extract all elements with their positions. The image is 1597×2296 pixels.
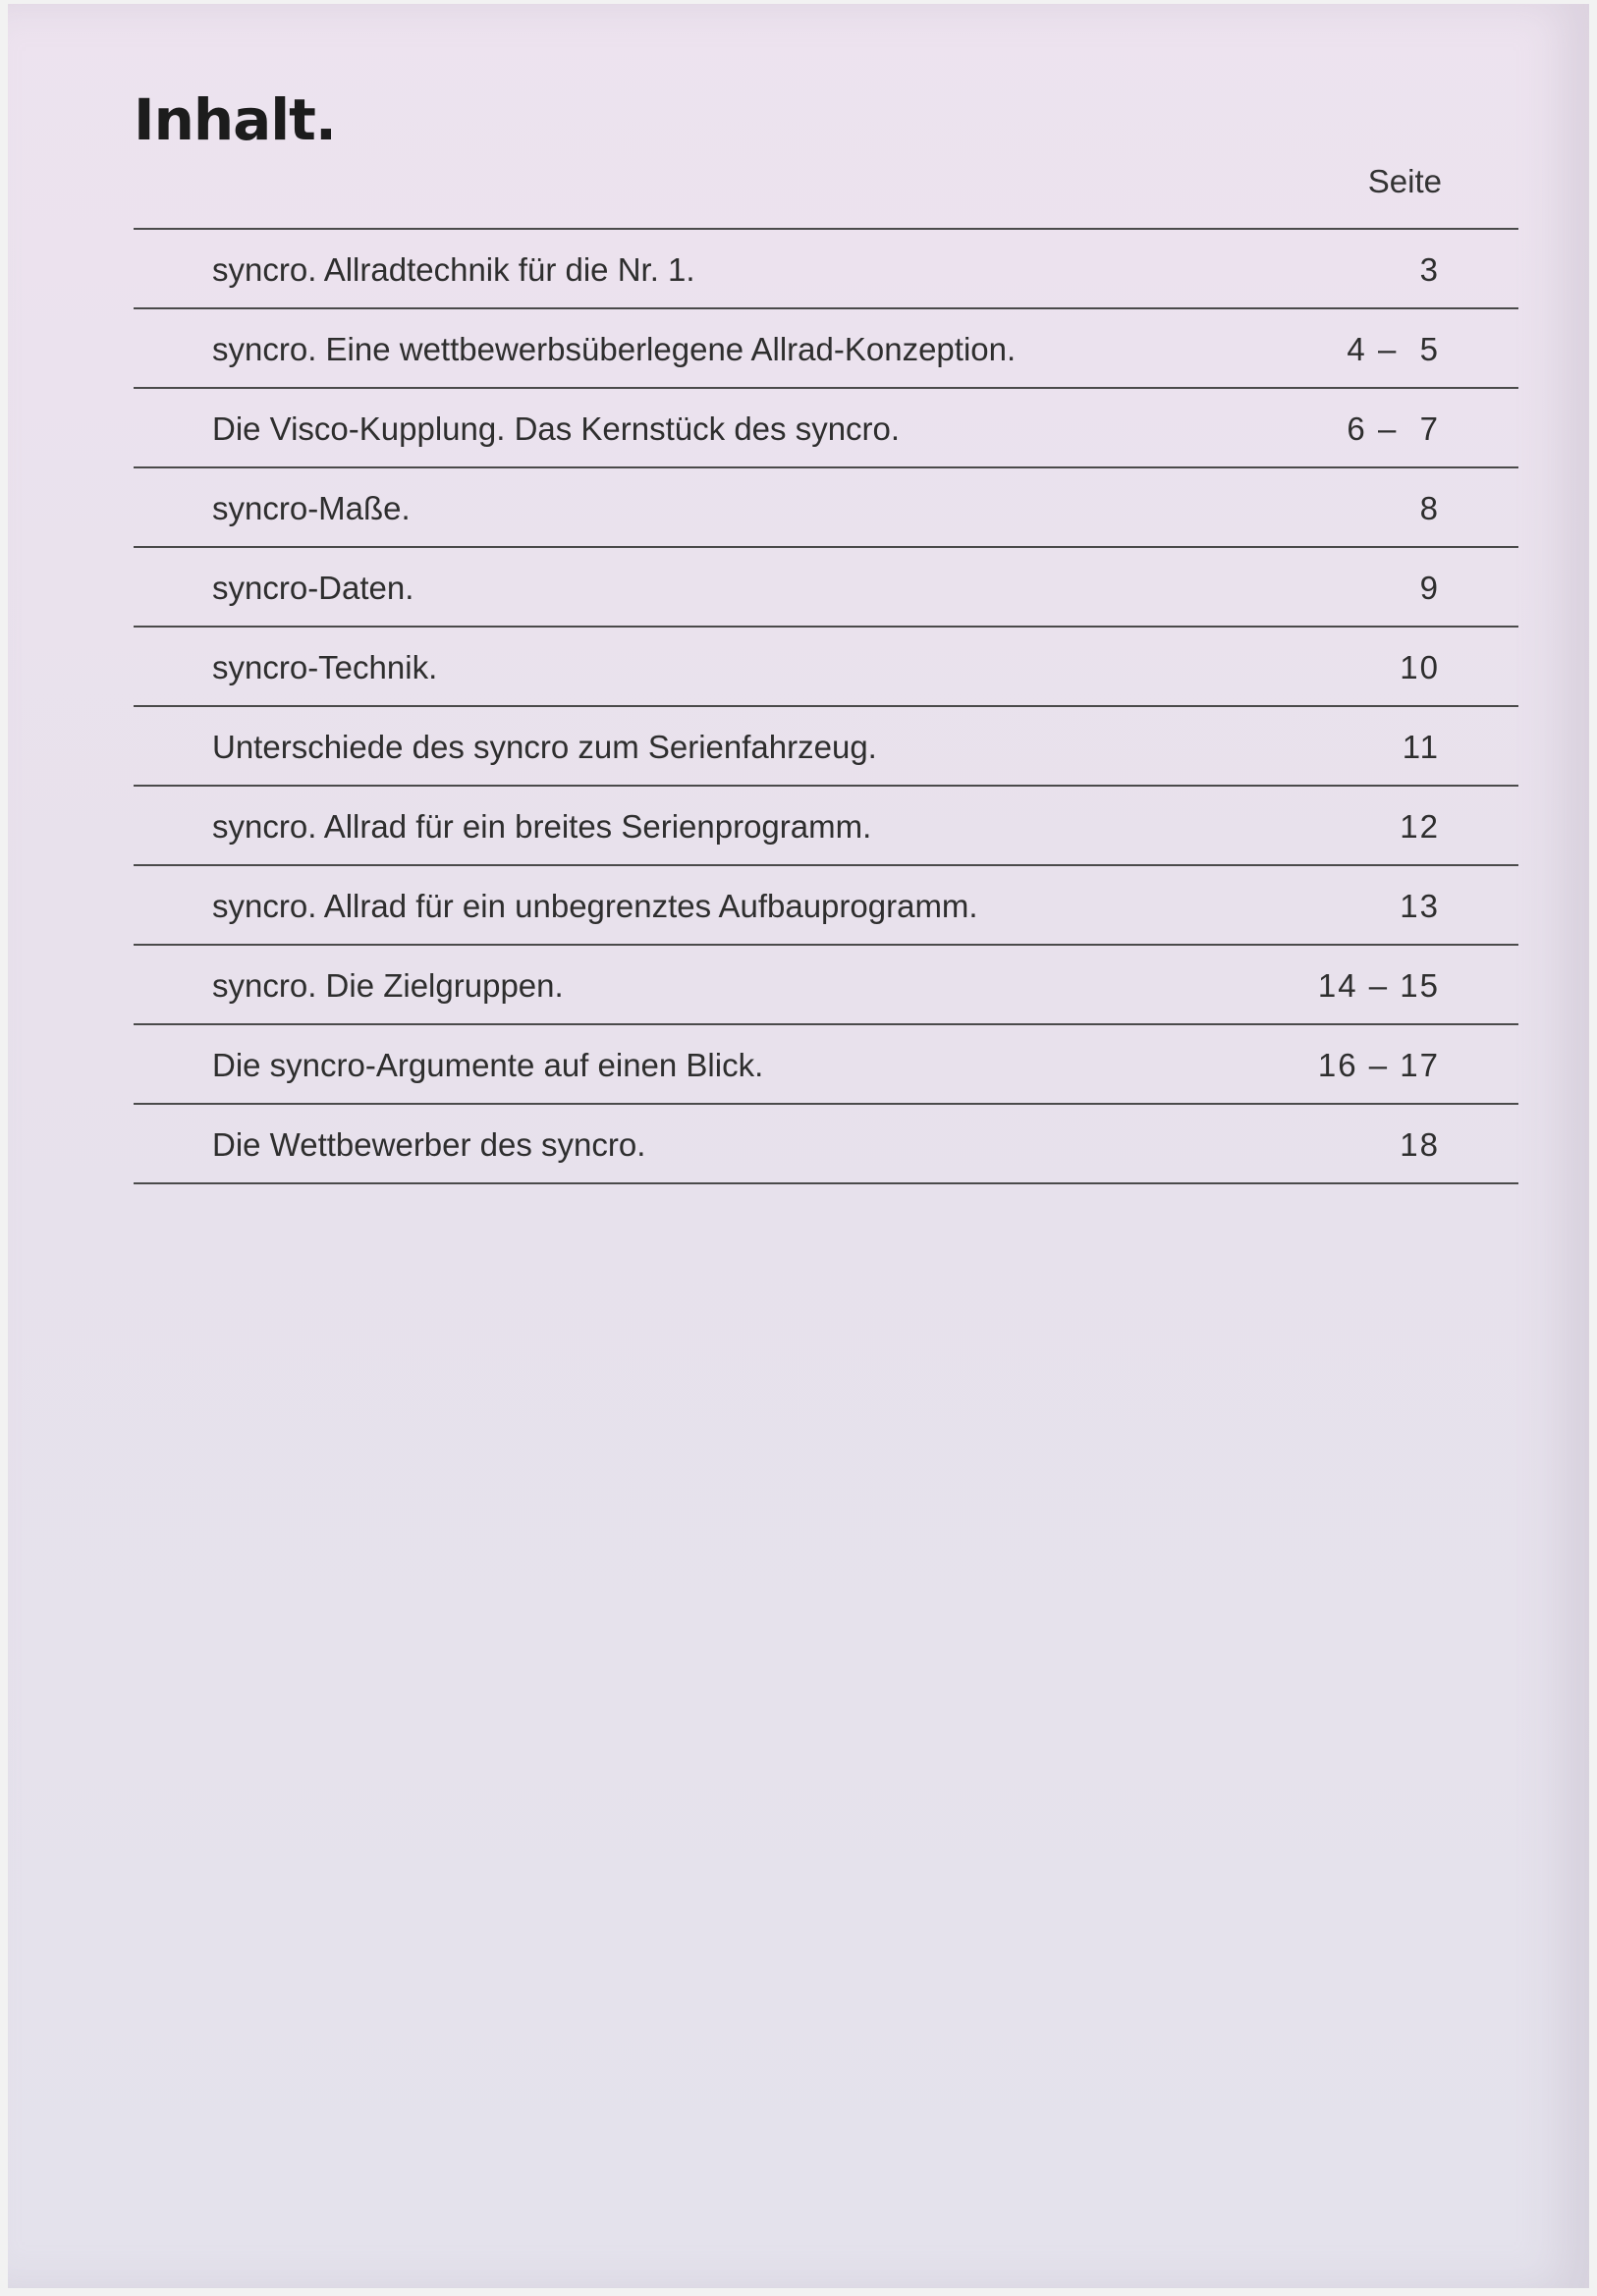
toc-entry-page: 4 – 5: [1347, 331, 1440, 367]
page-column-header: Seite: [1367, 163, 1442, 199]
toc-entry-title: syncro. Eine wettbewerbsüberlegene Allrad-Konzeption.: [212, 331, 1017, 367]
toc-entry-page: 14 – 15: [1317, 967, 1440, 1004]
toc-entry-page: 18: [1400, 1126, 1440, 1163]
toc-entry-title: Die syncro-Argumente auf einen Blick.: [212, 1047, 764, 1083]
toc-entry-title: syncro. Allrad für ein breites Serienprogramm.: [212, 808, 872, 845]
toc-entry-title: syncro. Die Zielgruppen.: [212, 967, 564, 1004]
toc-entry-title: Die Visco-Kupplung. Das Kernstück des syncro.: [212, 410, 901, 447]
toc-entry: [134, 468, 1518, 548]
toc-entry: [134, 1105, 1518, 1184]
toc-entry-title: syncro-Daten.: [212, 570, 414, 606]
toc-entry: [134, 628, 1518, 707]
toc-entry-title: Unterschiede des syncro zum Serienfahrzeug.: [212, 729, 877, 765]
toc-entry-page: 10: [1400, 649, 1440, 685]
toc-entry-title: syncro-Maße.: [212, 490, 411, 526]
toc-entry: [134, 866, 1518, 946]
toc-entry: [134, 1025, 1518, 1105]
toc-entry: [134, 946, 1518, 1025]
toc-entry-page: 13: [1400, 888, 1440, 924]
toc-entry-title: Die Wettbewerber des syncro.: [212, 1126, 646, 1163]
toc-entry-page: 8: [1419, 490, 1440, 526]
toc-entry: [134, 230, 1518, 309]
toc-entry-page: 3: [1419, 251, 1440, 288]
toc-entry-page: 11: [1402, 729, 1440, 765]
toc-entry-page: 6 – 7: [1347, 410, 1440, 447]
page-title: Inhalt.: [134, 86, 336, 153]
toc-entry: [134, 309, 1518, 389]
toc-entry-page: 9: [1419, 570, 1440, 606]
toc-entry: [134, 389, 1518, 468]
toc-entry: [134, 548, 1518, 628]
toc-entry: [134, 787, 1518, 866]
toc-entry-page: 12: [1400, 808, 1440, 845]
toc-entry-title: syncro. Allrad für ein unbegrenztes Aufbauprogramm.: [212, 888, 978, 924]
toc-entry: [134, 707, 1518, 787]
document-page: [8, 4, 1589, 2288]
table-of-contents: [134, 228, 1518, 1184]
toc-entry-page: 16 – 17: [1317, 1047, 1440, 1083]
toc-entry-title: syncro. Allradtechnik für die Nr. 1.: [212, 251, 695, 288]
toc-entry-title: syncro-Technik.: [212, 649, 438, 685]
